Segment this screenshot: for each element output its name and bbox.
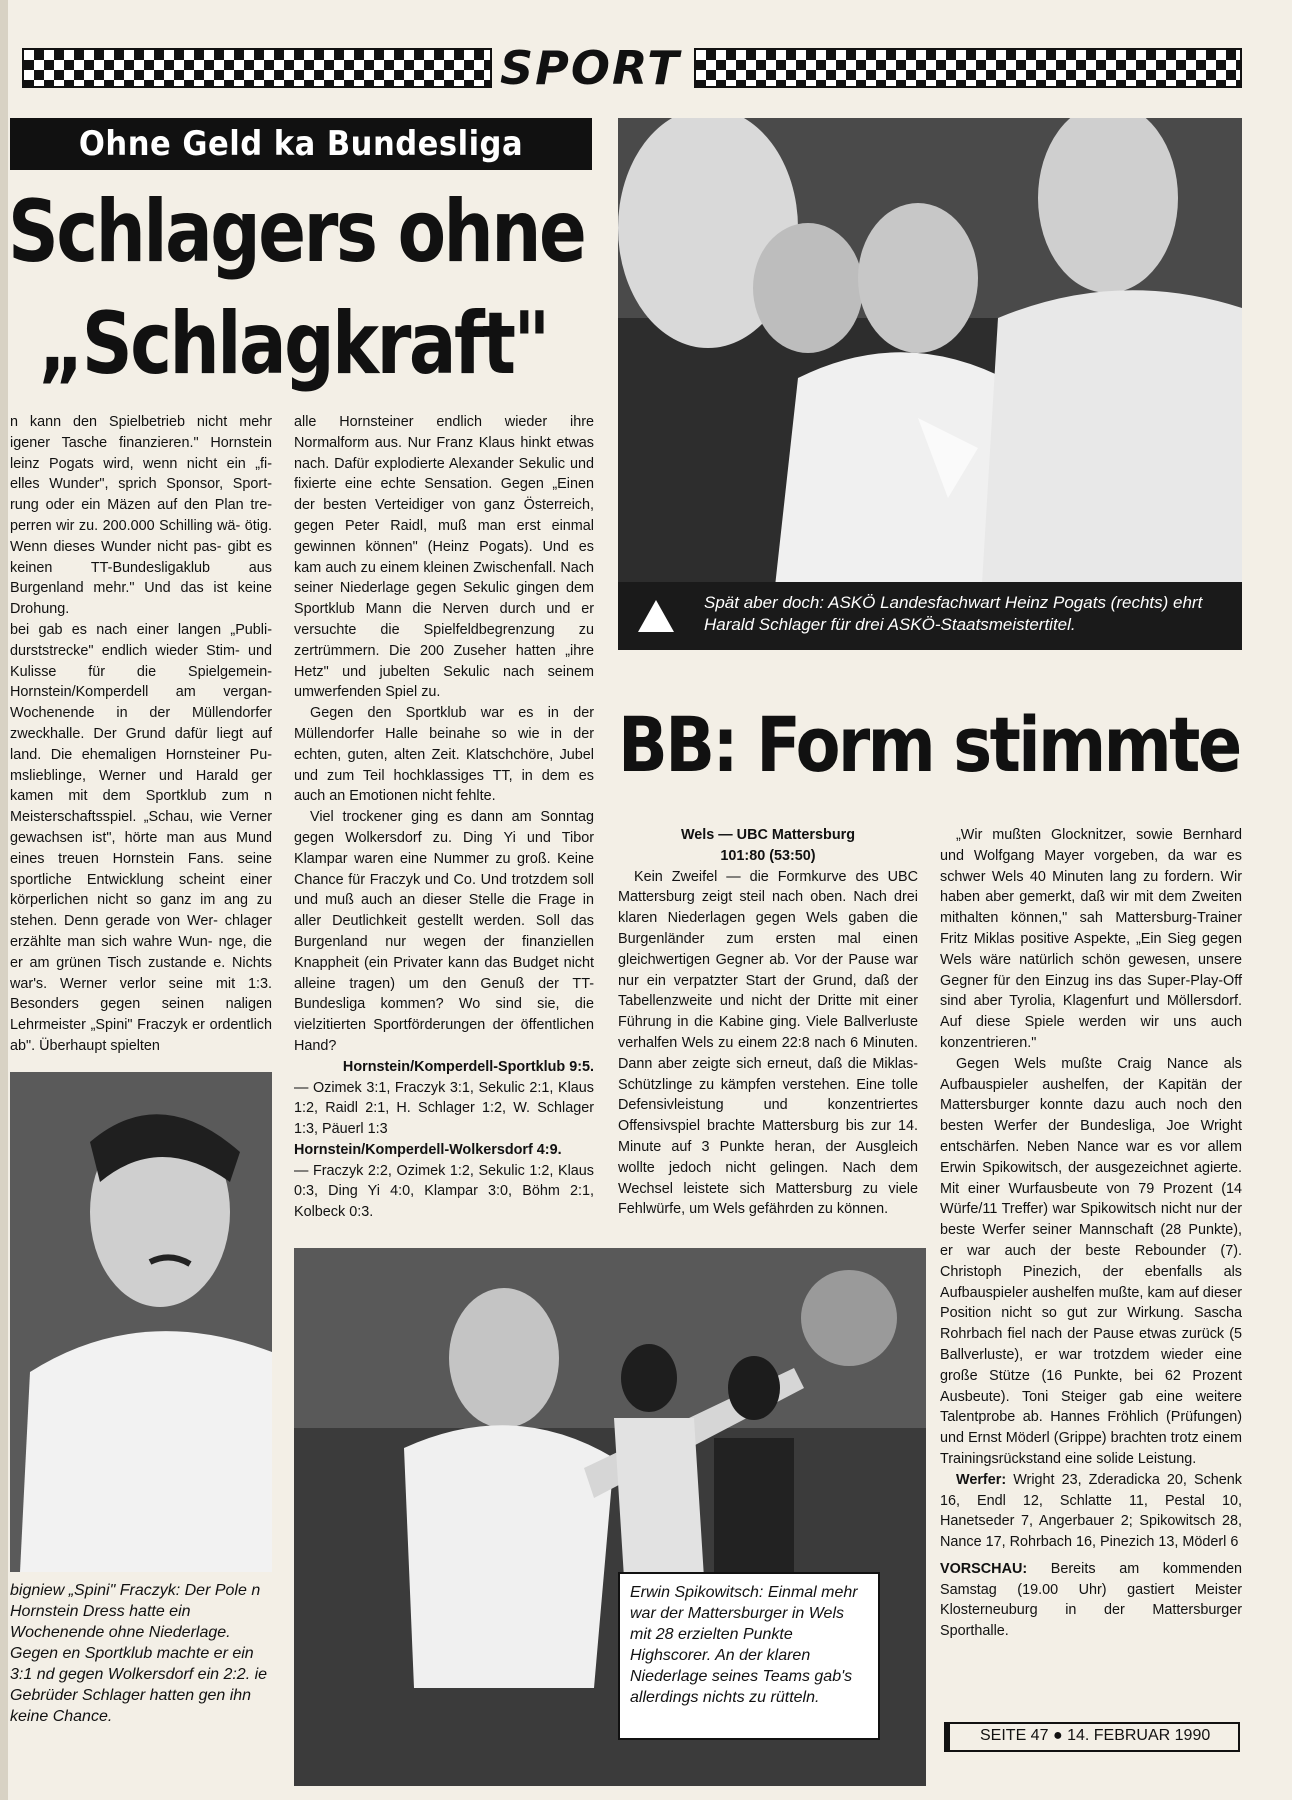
article-kicker: Ohne Geld ka Bundesliga <box>10 118 592 170</box>
photo-caption-box <box>618 1572 880 1740</box>
paragraph: Gegen den Sportklub war es in der Müllendorfer Halle beinahe so wie in der echten, guten, alten Zeit. Klatschchöre, Jubel und zum Teil hochklassiges TT, in dem es auch an Emotionen nicht fehlte. <box>294 705 594 805</box>
section-title: SPORT <box>500 41 681 95</box>
result-detail: — Ozimek 3:1, Fraczyk 3:1, Sekulic 2:1, Klaus 1:2, Raidl 2:1, H. Schlager 1:2, W. Schlager 1:3, Päuerl 1:3 <box>294 1079 594 1138</box>
match-teams: Wels — UBC Mattersburg <box>680 827 856 843</box>
paragraph: n kann den Spielbetrieb nicht mehr igener Tasche finanzieren." Hornstein leinz Pogats wird, wenn nicht ein „fi- elles Wunder", sprich Sponsor, Sport- rung oder ein Mäzen auf den Plan tre- perren wir zu. 200.000 Schilling wä- ötig. Wenn dieses Wunder nicht pas- gibt es keinen TT-Bundesligaklub aus Burgenland mehr." Und das ist keine Drohung. <box>10 414 272 618</box>
paragraph: alle Hornsteiner endlich wieder ihre Normalform aus. Nur Franz Klaus hinkt etwas nach. Dafür explodierte Alexander Sekulic und fixierte eine echte Sensation. Gegen „Einen der besten Verteidiger von ganz Österreich, gegen Peter Raidl, muß man erst einmal gewinnen können" (Heinz Pogats). Und es kam auch zu einem kleinen Zwischenfall. Nach seiner Niederlage gegen Sekulic gingen dem Sportklub Mann die Nerven durch und er versuchte die Spielfeldbegrenzung zu zertrümmern. Die 200 Zuseher hatten „ihre Hetz" und jubelten Sekulic nach seinem umwerfenden Spiel zu. <box>294 414 594 701</box>
photo-image <box>618 118 1242 650</box>
header-checker-left <box>22 48 492 88</box>
paragraph: Gegen Wels mußte Craig Nance als Aufbauspieler aushelfen, der Kapitän der Mattersburger konnte dazu auch noch den besten Werfer der Bundesliga, Joe Wright entschärfen. Neben Nance war es vor allem Erwin Spikowitsch, der ausgezeichnet agierte. Mit einer Wurfausbeute von 79 Prozent (14 Würfe/11 Treffer) war Spikowitsch nicht nur der beste Werfer seiner Mannschaft (28 Punkte), er war auch der beste Rebounder (7). Christoph Pinezich, der ebenfalls als Aufbauspieler aushelfen mußte, kam auf dieser Position nicht so gut zur Wirkung. Sascha Rohrbach fiel nach der Pause etwas zurück (5 Ballverluste), er war trotzdem wieder eine große Stütze (16 Punkte, bei 62 Prozent Ausbeute). Toni Steiger gab eine weitere Talentprobe ab. Hannes Fröhlich (Prüfungen) und Ernst Möderl (Grippe) brachten trotz einem Trainingsrückstand eine solide Leistung. <box>940 1055 1242 1467</box>
article2-headline: BB: Form stimmte <box>618 700 1240 789</box>
photo-fraczyk <box>10 1072 272 1572</box>
header-checker-right <box>694 48 1242 88</box>
photo-caption-left: bigniew „Spini" Fraczyk: Der Pole n Hornstein Dress hatte ein Wochenende ohne Niederlage. Gegen en Sportklub machte er ein 3:1 nd gegen Wolkersdorf ein 2:2. ie Gebrüder Schlager hatten gen ihn keine Chance. <box>10 1582 268 1725</box>
scorers-label: Werfer: <box>956 1471 1007 1488</box>
article2-column-2 <box>940 825 1242 1642</box>
article-headline-line1: Schlagers ohne <box>8 182 585 282</box>
photo-award-ceremony <box>618 118 1242 650</box>
bullet-icon: ● <box>1052 1727 1063 1744</box>
page-number: SEITE 47 <box>980 1727 1049 1744</box>
paragraph: Viel trockener ging es dann am Sonntag gegen Wolkersdorf zu. Ding Yi und Tibor Klampar waren eine Nummer zu groß. Keine Chance für Fraczyk und Co. Und trotzdem soll und muß auch an dieser Stelle die Frage in aller Deutlichkeit gestellt werden. Soll das Burgenland nur wegen der finanziellen Knappheit (ein Privater kann das Budget nicht alleine tragen) um den Genuß der TT-Bundesliga kommen? Wo sind sie, die vielzitierten Sportförderungen der öffentlichen Hand? <box>294 809 594 1054</box>
triangle-up-icon <box>638 600 674 632</box>
issue-date: 14. FEBRUAR 1990 <box>1067 1727 1211 1744</box>
photo-image <box>10 1072 272 1572</box>
page-footer <box>944 1722 1240 1752</box>
result-heading: Hornstein/Komperdell-Wolkersdorf 4:9. <box>294 1141 562 1158</box>
paragraph: Kein Zweifel — die Formkurve des UBC Mattersburg zeigt steil nach oben. Nach drei klaren Niederlagen gegen Wels gaben die Burgenländer zum ersten mal einen gleichwertigen Gegner ab. Vor der Pause war nur ein verpatzter Start der Grund, daß der Tabellenzweite und nicht der Dritte mit einer Führung in die Kabine ging. Viele Ballverluste verhalfen Wels zu einem 22:8 nach 6 Minuten. Dann aber zeigte sich erneut, daß die Miklas-Schützlinge zu kämpfen verstehen. Eine tolle Defensivleistung und konzentriertes Offensivspiel brachte Mattersburg bis zur 14. Minute auf 3 Punkte heran, der Ausgleich wollte jedoch nicht gelingen. Nach dem Wechsel leistete sich Mattersburg zu viele Fehlwürfe, um Wels gefährden zu können. <box>618 868 918 1218</box>
photo-basketball <box>294 1248 926 1786</box>
match-score: 101:80 (53:50) <box>720 847 816 864</box>
photo-caption: Spät aber doch: ASKÖ Landesfachwart Heinz Pogats (rechts) ehrt Harald Schlager für drei ASKÖ-Staatsmeistertitel. <box>704 593 1203 634</box>
photo-caption: Erwin Spikowitsch: Einmal mehr war der Mattersburger in Wels mit 28 erzielten Punkte Highscorer. An der klaren Niederlage seines Teams gab's allerdings nichts zu rütteln. <box>630 1584 858 1706</box>
paragraph: „Wir mußten Glocknitzer, sowie Bernhard und Wolfgang Mayer vorgeben, da war es schwer Wels 40 Minuten lang zu fordern. Wir haben aber gemerkt, daß wir mit dem Zweiten mithalten können," sah Mattersburg-Trainer Fritz Miklas positive Aspekte, „Ein Sieg gegen Wels wäre natürlich schön gewesen, unsere Gegner für den Einzug ins das Super-Play-Off sind aber Tyrolia, Klagenfurt und Möllersdorf. Auf diese Spiele werden wir uns auch konzentrieren." <box>940 827 1242 1051</box>
article-column-1 <box>10 412 272 1057</box>
paragraph: bei gab es nach einer langen „Publi- durststrecke" endlich wieder Stim- und Kulisse für die Spielgemein- Hornstein/Komperdell am vergan- Wochenende in der Müllendorfer zweckhalle. Der Grund dafür liegt auf land. Die ehemaligen Hornsteiner Pu- mslieblinge, Werner und Harald ger kamen mit dem Sportklub zum n Meisterschaftsspiel. „Schau, wie Verner gewachsen ist", hörte man aus Mund eines treuen Hornstein Fans. seine sportliche Entwicklung scheint einer körperlichen nicht so ganz im ang zu stehen. Denn gerade von Wer- chlager erzählte man sich wahre Wun- nge, die er am grünen Tisch zustande e. Nichts war's. Werner verlor seine mit 1:3. Besonders gegen seinen naligen Lehrmeister „Spini" Fraczyk er ordentlich ab". Überhaupt spielten <box>10 621 272 1054</box>
scorers-list: Wright 23, Zderadicka 20, Schenk 16, Endl 12, Schlatte 11, Pestal 10, Hanetseder 7, Angerbauer 2; Spikowitsch 28, Nance 17, Rohrbach 16, Pinezich 13, Möderl 6 <box>940 1471 1242 1551</box>
photo-caption-bar <box>618 582 1242 650</box>
preview-label: VORSCHAU: <box>940 1560 1028 1577</box>
preview-text: Bereits am kommenden Samstag (19.00 Uhr) gastiert Meister Klosterneuburg in der Mattersburger Sporthalle. <box>940 1560 1242 1640</box>
article2-column-1 <box>618 825 918 1220</box>
page-edge <box>0 0 8 1800</box>
result-heading: Hornstein/Komperdell-Sportklub 9:5. <box>342 1058 594 1075</box>
result-detail: — Fraczyk 2:2, Ozimek 1:2, Sekulic 1:2, Klaus 0:3, Ding Yi 4:0, Klampar 3:0, Böhm 2:1, Kolbeck 0:3. <box>294 1162 594 1221</box>
article-column-2 <box>294 412 594 1223</box>
article-headline-line2: „Schlagkraft" <box>38 294 548 394</box>
